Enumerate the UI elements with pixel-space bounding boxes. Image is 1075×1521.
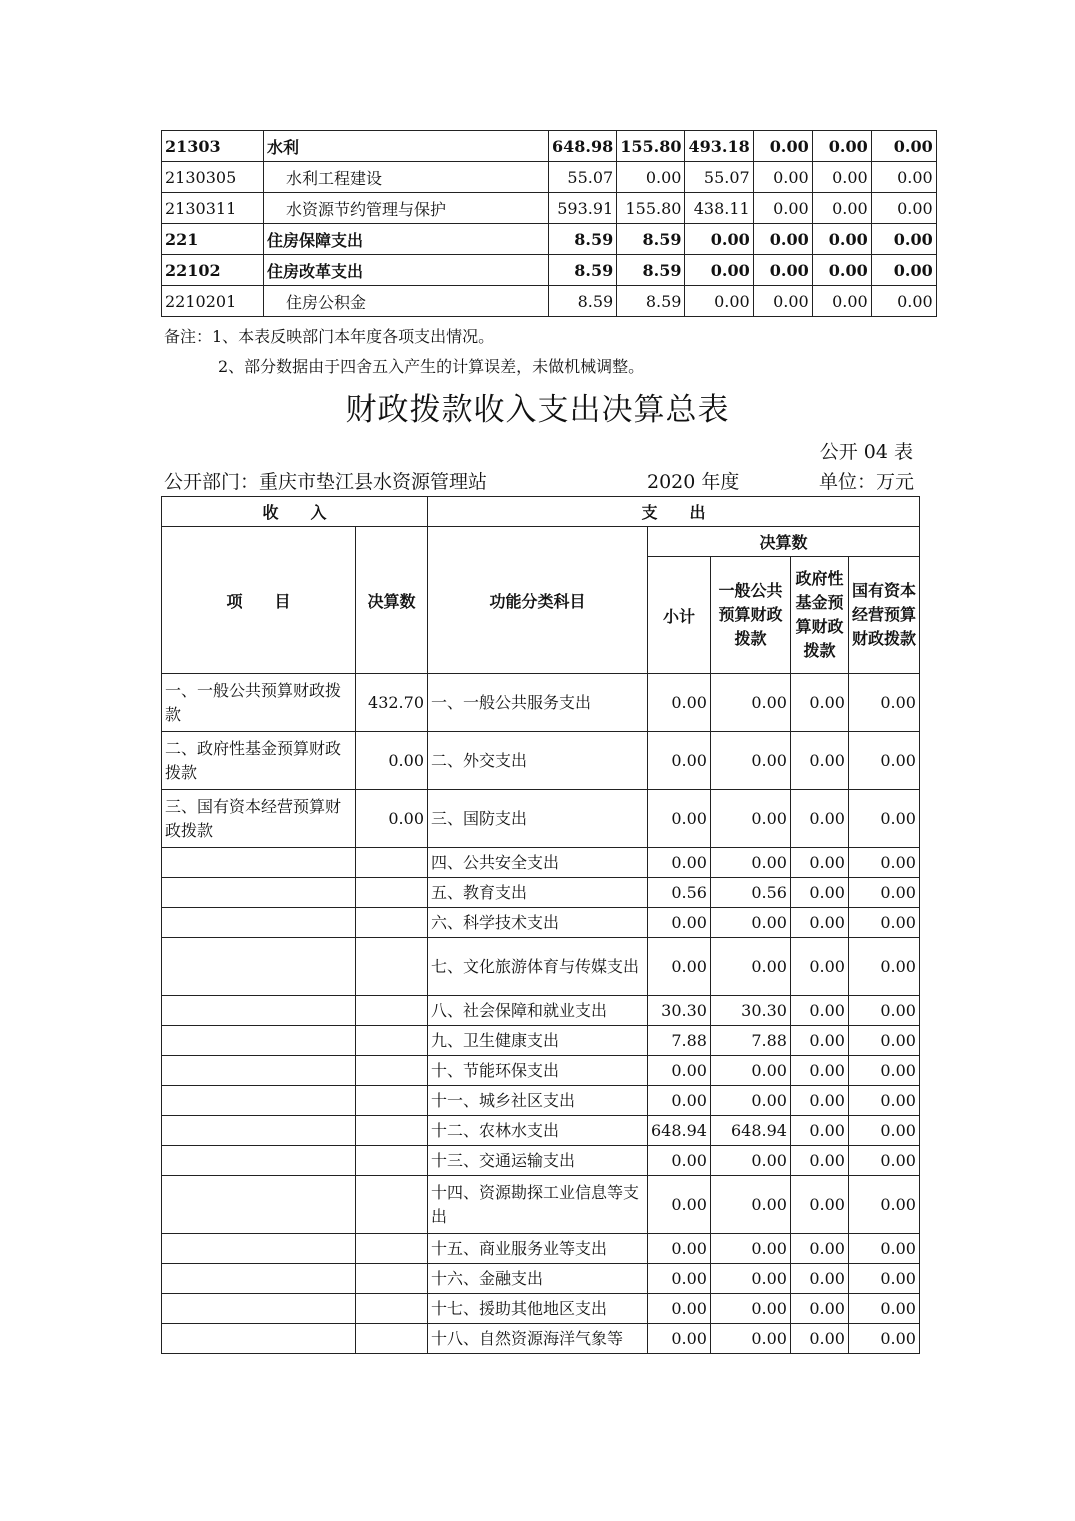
amount-cell: 0.00	[848, 1324, 919, 1354]
table-row	[162, 674, 920, 732]
amount-cell: 0.00	[848, 848, 919, 878]
amount-cell: 0.00	[848, 878, 919, 908]
empty-cell	[356, 848, 428, 878]
amount-cell: 0.00	[648, 1176, 711, 1234]
empty-cell	[356, 1264, 428, 1294]
table-row	[162, 286, 937, 317]
amount-cell: 0.00	[790, 732, 848, 790]
empty-cell	[162, 1086, 356, 1116]
table-row	[162, 1324, 920, 1354]
table-row	[162, 1176, 920, 1234]
expense-item: 三、国防支出	[428, 790, 648, 848]
amount-cell: 593.91	[549, 193, 617, 224]
table-row	[162, 1026, 920, 1056]
amount-cell: 0.00	[710, 1264, 790, 1294]
amount-cell: 0.00	[790, 1086, 848, 1116]
amount-cell: 0.00	[812, 131, 871, 162]
expenditure-detail-body	[162, 131, 937, 317]
amount-cell: 648.94	[710, 1116, 790, 1146]
amount-cell: 8.59	[617, 286, 685, 317]
amount-cell: 7.88	[710, 1026, 790, 1056]
amount-cell: 0.00	[710, 1294, 790, 1324]
amount-cell: 0.00	[648, 938, 711, 996]
amount-cell: 0.00	[848, 938, 919, 996]
table-row	[162, 162, 937, 193]
amount-cell: 0.00	[790, 848, 848, 878]
amount-cell: 0.00	[710, 938, 790, 996]
table-row	[162, 878, 920, 908]
amount-cell: 0.00	[710, 790, 790, 848]
general-budget-header: 一般公共预算财政拨款	[710, 557, 790, 674]
expense-item: 八、社会保障和就业支出	[428, 996, 648, 1026]
amount-cell: 0.00	[753, 224, 812, 255]
amount-cell: 0.00	[790, 878, 848, 908]
subject-code: 221	[162, 224, 264, 255]
table-row	[162, 908, 920, 938]
fiscal-summary-table	[161, 496, 920, 1354]
expense-item: 七、文化旅游体育与传媒支出	[428, 938, 648, 996]
expense-item: 十三、交通运输支出	[428, 1146, 648, 1176]
amount-cell: 0.00	[710, 674, 790, 732]
amount-cell: 0.00	[871, 131, 936, 162]
table-row	[162, 1234, 920, 1264]
subject-code: 2130311	[162, 193, 264, 224]
empty-cell	[162, 1116, 356, 1146]
amount-cell: 0.00	[790, 674, 848, 732]
function-header: 功能分类科目	[428, 527, 648, 674]
amount-cell: 0.00	[848, 1234, 919, 1264]
amount-cell: 0.00	[685, 255, 753, 286]
income-amount: 0.00	[356, 790, 428, 848]
income-header: 收 入	[162, 497, 428, 527]
note-line-1: 备注：1、本表反映部门本年度各项支出情况。	[164, 327, 495, 346]
amount-cell: 0.00	[617, 162, 685, 193]
amount-cell: 0.00	[790, 1324, 848, 1354]
amount-cell: 0.00	[790, 1264, 848, 1294]
amount-cell: 8.59	[617, 255, 685, 286]
empty-cell	[162, 1056, 356, 1086]
amount-cell: 30.30	[710, 996, 790, 1026]
amount-cell: 8.59	[549, 286, 617, 317]
expense-header: 支 出	[428, 497, 920, 527]
amount-cell: 0.00	[790, 1026, 848, 1056]
empty-cell	[162, 1324, 356, 1354]
unit: 单位：万元	[818, 471, 914, 493]
amount-cell: 30.30	[648, 996, 711, 1026]
amount-cell: 8.59	[549, 255, 617, 286]
amount-cell: 0.00	[848, 1176, 919, 1234]
amount-cell: 493.18	[685, 131, 753, 162]
amount-cell: 0.00	[710, 1056, 790, 1086]
empty-cell	[356, 1026, 428, 1056]
amount-cell: 648.94	[648, 1116, 711, 1146]
amount-cell: 0.00	[648, 1234, 711, 1264]
subject-code: 2130305	[162, 162, 264, 193]
table-row	[162, 255, 937, 286]
amount-cell: 0.00	[753, 255, 812, 286]
empty-cell	[356, 1086, 428, 1116]
empty-cell	[356, 1176, 428, 1234]
empty-cell	[162, 1026, 356, 1056]
amount-cell: 0.00	[812, 193, 871, 224]
subject-name: 水利工程建设	[264, 162, 549, 193]
amount-cell: 438.11	[685, 193, 753, 224]
amount-cell: 0.00	[790, 790, 848, 848]
amount-cell: 0.00	[648, 1294, 711, 1324]
amount-cell: 0.00	[710, 1176, 790, 1234]
subject-code: 21303	[162, 131, 264, 162]
amount-cell: 0.56	[648, 878, 711, 908]
amount-cell: 0.00	[710, 1146, 790, 1176]
table-row	[162, 193, 937, 224]
amount-cell: 0.00	[848, 1116, 919, 1146]
empty-cell	[356, 1234, 428, 1264]
amount-cell: 155.80	[617, 193, 685, 224]
expense-item: 十四、资源勘探工业信息等支出	[428, 1176, 648, 1234]
empty-cell	[356, 938, 428, 996]
subtotal-header: 小计	[648, 557, 711, 674]
amount-cell: 0.00	[812, 255, 871, 286]
amount-cell: 8.59	[617, 224, 685, 255]
table-row	[162, 996, 920, 1026]
amount-cell: 0.00	[790, 1116, 848, 1146]
state-capital-header: 国有资本经营预算财政拨款	[848, 557, 919, 674]
expense-item: 十五、商业服务业等支出	[428, 1234, 648, 1264]
notes	[164, 322, 644, 382]
income-amount: 432.70	[356, 674, 428, 732]
gov-fund-header: 政府性基金预算财政拨款	[790, 557, 848, 674]
item-header: 项 目	[162, 527, 356, 674]
final-amount-header: 决算数	[648, 527, 920, 557]
empty-cell	[162, 1264, 356, 1294]
table-row	[162, 131, 937, 162]
amount-cell: 0.00	[848, 790, 919, 848]
expenditure-detail-table	[161, 130, 937, 317]
amount-cell: 0.00	[848, 1026, 919, 1056]
amount-cell: 0.00	[710, 1324, 790, 1354]
amount-cell: 0.56	[710, 878, 790, 908]
income-amount: 0.00	[356, 732, 428, 790]
expense-item: 十八、自然资源海洋气象等	[428, 1324, 648, 1354]
amount-cell: 0.00	[812, 286, 871, 317]
fiscal-year: 2020 年度	[647, 471, 740, 493]
income-item: 二、政府性基金预算财政拨款	[162, 732, 356, 790]
table-row	[162, 1056, 920, 1086]
header-row-2	[162, 527, 920, 557]
table-row	[162, 938, 920, 996]
amount-cell: 0.00	[848, 1146, 919, 1176]
amount-cell: 0.00	[871, 193, 936, 224]
amount-cell: 0.00	[648, 1086, 711, 1116]
amount-cell: 0.00	[753, 131, 812, 162]
expense-item: 二、外交支出	[428, 732, 648, 790]
table-row	[162, 732, 920, 790]
expense-item: 十一、城乡社区支出	[428, 1086, 648, 1116]
amount-cell: 648.98	[549, 131, 617, 162]
empty-cell	[356, 1324, 428, 1354]
amount-cell: 0.00	[848, 1086, 919, 1116]
income-item: 三、国有资本经营预算财政拨款	[162, 790, 356, 848]
header-row-1	[162, 497, 920, 527]
empty-cell	[162, 848, 356, 878]
table-row	[162, 790, 920, 848]
empty-cell	[162, 996, 356, 1026]
subject-name: 住房保障支出	[264, 224, 549, 255]
amount-cell: 0.00	[790, 1056, 848, 1086]
empty-cell	[162, 938, 356, 996]
amount-cell: 0.00	[648, 1146, 711, 1176]
amount-cell: 0.00	[848, 674, 919, 732]
amount-cell: 7.88	[648, 1026, 711, 1056]
amount-cell: 0.00	[710, 848, 790, 878]
expense-item: 九、卫生健康支出	[428, 1026, 648, 1056]
empty-cell	[162, 1146, 356, 1176]
amount-cell: 0.00	[790, 1176, 848, 1234]
table-row	[162, 1086, 920, 1116]
subject-name: 住房改革支出	[264, 255, 549, 286]
empty-cell	[356, 1056, 428, 1086]
expense-item: 十六、金融支出	[428, 1264, 648, 1294]
amount-header: 决算数	[356, 527, 428, 674]
empty-cell	[162, 1234, 356, 1264]
table-row	[162, 1146, 920, 1176]
amount-cell: 0.00	[812, 162, 871, 193]
amount-cell: 0.00	[848, 1264, 919, 1294]
amount-cell: 0.00	[648, 790, 711, 848]
table-row	[162, 848, 920, 878]
amount-cell: 0.00	[648, 908, 711, 938]
table-row	[162, 1294, 920, 1324]
amount-cell: 0.00	[685, 224, 753, 255]
expense-item: 一、一般公共服务支出	[428, 674, 648, 732]
amount-cell: 0.00	[790, 938, 848, 996]
amount-cell: 0.00	[848, 1056, 919, 1086]
amount-cell: 0.00	[648, 1264, 711, 1294]
amount-cell: 0.00	[871, 162, 936, 193]
amount-cell: 155.80	[617, 131, 685, 162]
expense-item: 十七、援助其他地区支出	[428, 1294, 648, 1324]
amount-cell: 0.00	[848, 732, 919, 790]
amount-cell: 0.00	[710, 732, 790, 790]
empty-cell	[356, 908, 428, 938]
expense-item: 四、公共安全支出	[428, 848, 648, 878]
amount-cell: 0.00	[648, 732, 711, 790]
amount-cell: 0.00	[790, 1294, 848, 1324]
amount-cell: 0.00	[710, 908, 790, 938]
expense-item: 十二、农林水支出	[428, 1116, 648, 1146]
table-row	[162, 1116, 920, 1146]
empty-cell	[356, 878, 428, 908]
empty-cell	[162, 1176, 356, 1234]
subject-name: 水利	[264, 131, 549, 162]
amount-cell: 0.00	[753, 286, 812, 317]
amount-cell: 0.00	[648, 674, 711, 732]
empty-cell	[162, 878, 356, 908]
empty-cell	[162, 1294, 356, 1324]
amount-cell: 0.00	[790, 1146, 848, 1176]
note-line-2: 2、部分数据由于四舍五入产生的计算误差，未做机械调整。	[218, 357, 645, 376]
amount-cell: 0.00	[710, 1234, 790, 1264]
fiscal-summary-body	[162, 497, 920, 1354]
table-row	[162, 224, 937, 255]
amount-cell: 0.00	[790, 1234, 848, 1264]
amount-cell: 0.00	[753, 162, 812, 193]
table-code: 公开 04 表	[819, 441, 913, 463]
income-item: 一、一般公共预算财政拨款	[162, 674, 356, 732]
amount-cell: 0.00	[812, 224, 871, 255]
amount-cell: 55.07	[685, 162, 753, 193]
report-meta	[164, 467, 914, 495]
amount-cell: 0.00	[648, 848, 711, 878]
amount-cell: 0.00	[685, 286, 753, 317]
subject-name: 水资源节约管理与保护	[264, 193, 549, 224]
subject-name: 住房公积金	[264, 286, 549, 317]
amount-cell: 0.00	[848, 908, 919, 938]
amount-cell: 0.00	[848, 996, 919, 1026]
amount-cell: 0.00	[648, 1056, 711, 1086]
amount-cell: 0.00	[871, 286, 936, 317]
amount-cell: 0.00	[790, 908, 848, 938]
empty-cell	[356, 1146, 428, 1176]
empty-cell	[162, 908, 356, 938]
subject-code: 2210201	[162, 286, 264, 317]
amount-cell: 0.00	[871, 224, 936, 255]
empty-cell	[356, 1294, 428, 1324]
empty-cell	[356, 1116, 428, 1146]
amount-cell: 55.07	[549, 162, 617, 193]
amount-cell: 0.00	[871, 255, 936, 286]
empty-cell	[356, 996, 428, 1026]
amount-cell: 0.00	[790, 996, 848, 1026]
department: 公开部门：重庆市垫江县水资源管理站	[164, 471, 488, 493]
expense-item: 六、科学技术支出	[428, 908, 648, 938]
expense-item: 五、教育支出	[428, 878, 648, 908]
amount-cell: 0.00	[710, 1086, 790, 1116]
amount-cell: 0.00	[753, 193, 812, 224]
table-row	[162, 1264, 920, 1294]
amount-cell: 0.00	[848, 1294, 919, 1324]
amount-cell: 0.00	[648, 1324, 711, 1354]
expense-item: 十、节能环保支出	[428, 1056, 648, 1086]
report-title: 财政拨款收入支出决算总表	[345, 392, 730, 428]
subject-code: 22102	[162, 255, 264, 286]
amount-cell: 8.59	[549, 224, 617, 255]
